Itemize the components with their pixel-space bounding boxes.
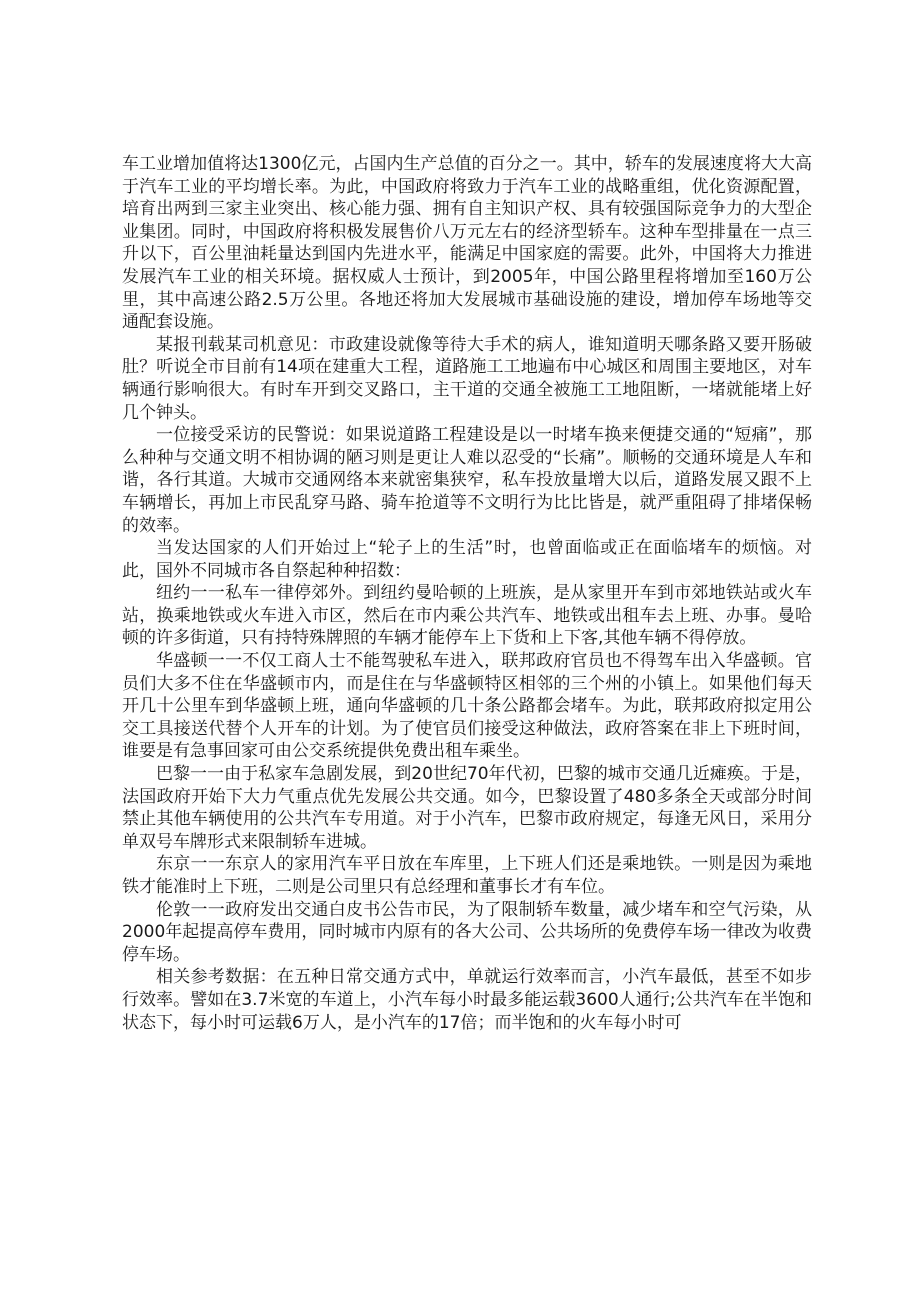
document-body <box>122 153 812 1034</box>
paragraph-auto-industry: 车工业增加值将达1300亿元，占国内生产总值的百分之一。其中，轿车的发展速度将大大高于汽车工业的平均增长率。为此，中国政府将致力于汽车工业的战略重组，优化资源配置，培育出两到三家主业突出、核心能力强、拥有自主知识产权、具有较强国际竞争力的大型企业集团。同时，中国政府将积极发展售价八万元左右的经济型轿车。这种车型排量在一点三升以下，百公里油耗量达到国内先进水平，能满足中国家庭的需要。此外，中国将大力推进发展汽车工业的相关环境。据权威人士预计，到2005年，中国公路里程将增加至160万公里，其中高速公路2.5万公里。各地还将加大发展城市基础设施的建设，增加停车场地等交通配套设施。 <box>122 154 812 333</box>
paragraph-washington: 华盛顿一一不仅工商人士不能驾驶私车进入，联邦政府官员也不得驾车出入华盛顿。官员们大多不住在华盛顿市内，而是住在与华盛顿特区相邻的三个州的小镇上。如果他们每天开几十公里车到华盛顿上班，通向华盛顿的几十条公路都会堵车。为此，联邦政府拟定用公交工具接送代替个人开车的计划。为了使官员们接受这种做法，政府答案在非上下班时间，谁要是有急事回家可由公交系统提供免费出租车乘坐。 <box>122 651 812 762</box>
paragraph-police-comment: 一位接受采访的民警说：如果说道路工程建设是以一时堵车换来便捷交通的“短痛”，那么种种与交通文明不相协调的陋习则是更让人难以忍受的“长痛”。顺畅的交通环境是人车和谐，各行其道。大城市交通网络本来就密集狭窄，私车投放量增大以后，道路发展又跟不上车辆增长，再加上市民乱穿马路、骑车抢道等不文明行为比比皆是，就严重阻碍了排堵保畅的效率。 <box>122 425 812 536</box>
paragraph-paris: 巴黎一一由于私家车急剧发展，到20世纪70年代初，巴黎的城市交通几近瘫痪。于是，法国政府开始下大力气重点优先发展公共交通。如今，巴黎设置了480多条全天或部分时间禁止其他车辆使用的公共汽车专用道。对于小汽车，巴黎市政府规定，每逢无风日，采用分单双号车牌形式来限制轿车进城。 <box>122 764 812 852</box>
paragraph-reference-data: 相关参考数据：在五种日常交通方式中，单就运行效率而言，小汽车最低，甚至不如步行效率。譬如在3.7米宽的车道上，小汽车每小时最多能运载3600人通行;公共汽车在半饱和状态下，每小时可运载6万人，是小汽车的17倍；而半饱和的火车每小时可 <box>122 967 812 1033</box>
paragraph-new-york: 纽约一一私车一律停郊外。到纽约曼哈顿的上班族，是从家里开车到市郊地铁站或火车站，换乘地铁或火车进入市区，然后在市内乘公共汽车、地铁或出租车去上班、办事。曼哈顿的许多街道，只有持特殊牌照的车辆才能停车上下货和上下客,其他车辆不得停放。 <box>122 583 812 649</box>
paragraph-london: 伦敦一一政府发出交通白皮书公告市民，为了限制轿车数量，减少堵车和空气污染，从2000年起提高停车费用，同时城市内原有的各大公司、公共场所的免费停车场一律改为收费停车场。 <box>122 899 812 965</box>
paragraph-tokyo: 东京一一东京人的家用汽车平日放在车库里，上下班人们还是乘地铁。一则是因为乘地铁才能准时上下班，二则是公司里只有总经理和董事长才有车位。 <box>122 854 812 897</box>
paragraph-driver-opinion: 某报刊载某司机意见：市政建设就像等待大手术的病人，谁知道明天哪条路又要开肠破肚？听说全市目前有14项在建重大工程，道路施工工地遍布中心城区和周围主要地区，对车辆通行影响很大。有时车开到交叉路口，主干道的交通全被施工工地阻断，一堵就能堵上好几个钟头。 <box>122 334 812 423</box>
paragraph-foreign-cities-intro: 当发达国家的人们开始过上“轮子上的生活”时，也曾面临或正在面临堵车的烦恼。对此，国外不同城市各自祭起种种招数： <box>122 538 812 581</box>
